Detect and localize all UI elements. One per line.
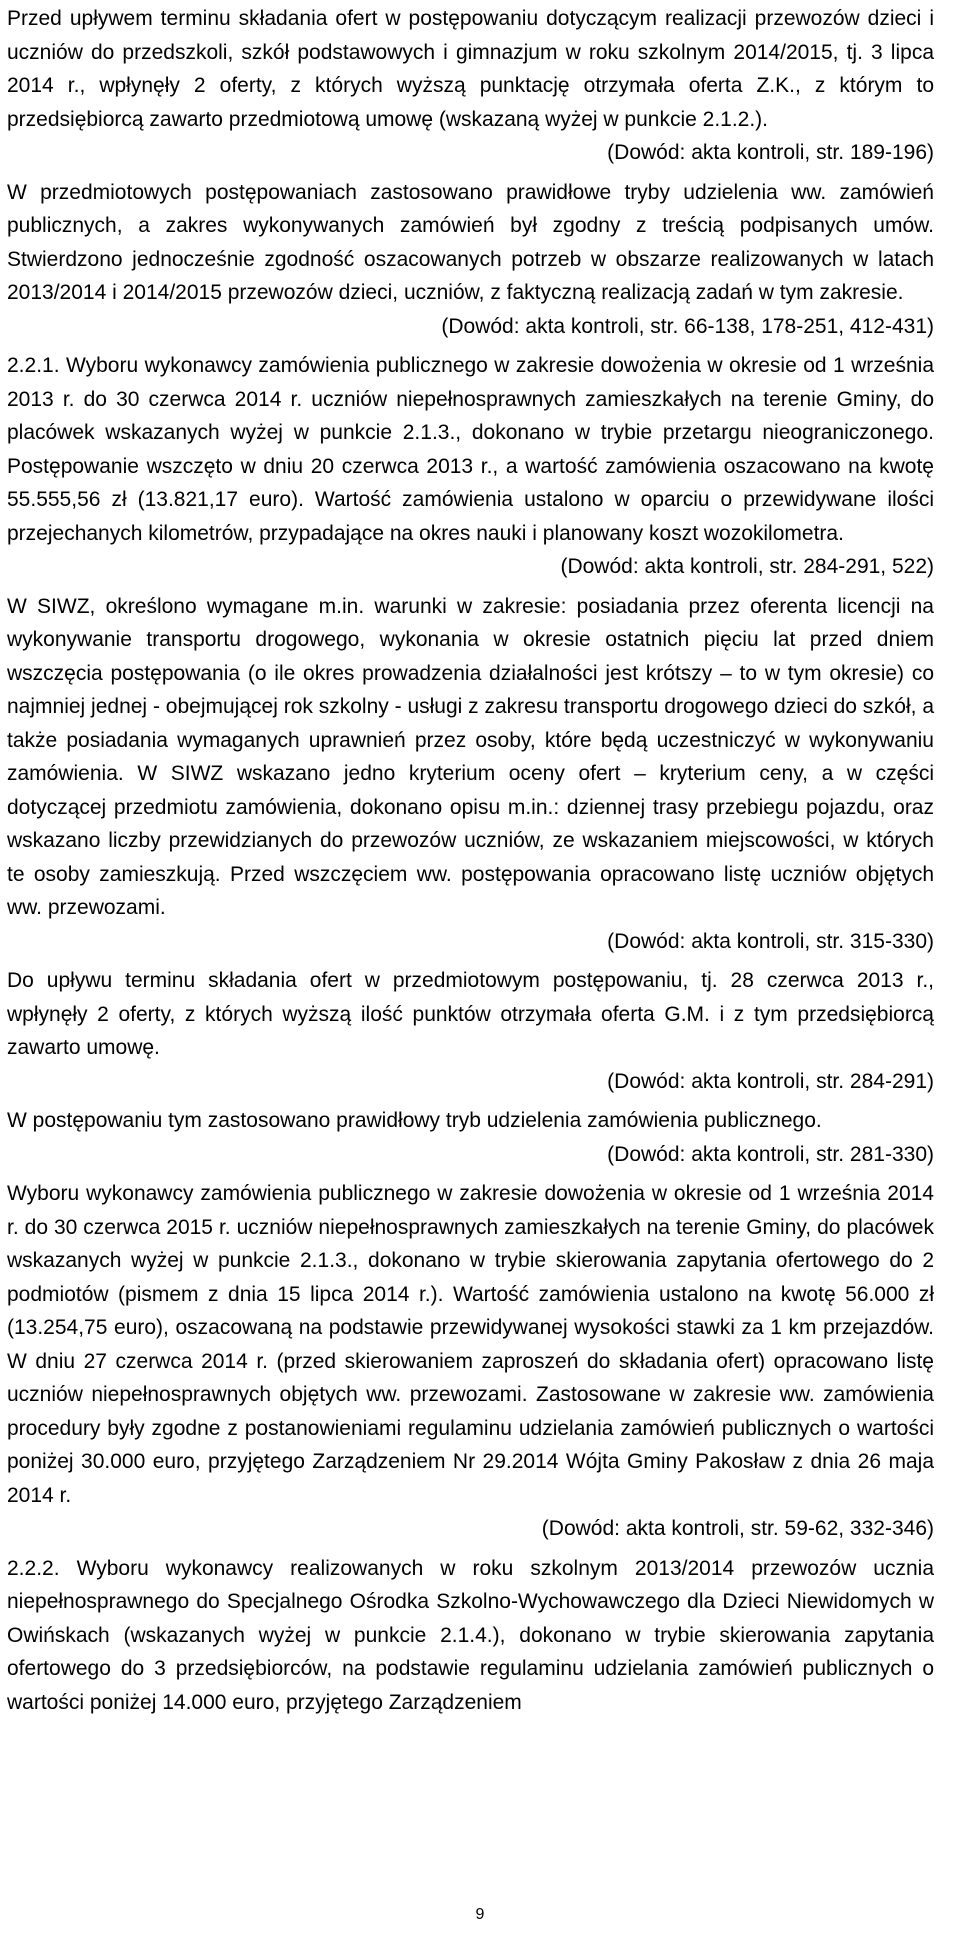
page-number: 9 bbox=[475, 1906, 485, 1923]
paragraph-procedures-correctness: W przedmiotowych postępowaniach zastosowano prawidłowe tryby udzielenia ww. zamówień publicznych, a zakres wykonywanych zamówień był zgodny z treścią podpisanych umów. Stwierdzono jednocześnie zgodność oszacowanych potrzeb w obszarze realizowanych w latach 2013/2014 i 2014/2015 przewozów dzieci, uczniów, z faktyczną realizacją zadań w tym zakresie. bbox=[7, 180, 934, 304]
paragraph-siwz-conditions: W SIWZ, określono wymagane m.in. warunki w zakresie: posiadania przez oferenta licencji na wykonywanie transportu drogowego, wykonania w okresie ostatnich pięciu lat przed dniem wszczęcia postępowania (o ile okres prowadzenia działalności jest krótszy – to w tym okresie) co najmniej jednej - obejmującej rok szkolny - usługi z zakresu transportu drogowego dzieci do szkół, a także posiadania wymaganych uprawnień przez osoby, które będą uczestniczyć w wykonywaniu zamówienia. W SIWZ wskazano jedno kryterium oceny ofert – kryterium ceny, a w części dotyczącej przedmiotu zamówienia, dokonano opisu m.in.: dziennej trasy przebiegu pojazdu, oraz wskazano liczby przewidzianych do przewozów uczniów, ze wskazaniem miejscowości, w których te osoby zamieszkują. Przed wszczęciem ww. postępowania opracowano listę uczniów objętych ww. przewozami. bbox=[7, 594, 934, 919]
evidence-reference: (Dowód: akta kontroli, str. 284-291, 522) bbox=[560, 555, 934, 578]
evidence-reference: (Dowód: akta kontroli, str. 66-138, 178-251, 412-431) bbox=[441, 314, 934, 338]
paragraph-offers-2013: Do upływu terminu składania ofert w przedmiotowym postępowaniu, tj. 28 czerwca 2013 r., wpłynęły 2 oferty, z których wyższą ilość punktów otrzymała oferta G.M. i z tym przedsiębiorcą zawarto umowę. bbox=[7, 969, 934, 1059]
evidence-reference: (Dowód: akta kontroli, str. 284-291) bbox=[607, 1069, 934, 1093]
evidence-reference: (Dowód: akta kontroli, str. 315-330) bbox=[607, 929, 934, 953]
evidence-reference: (Dowód: akta kontroli, str. 59-62, 332-346) bbox=[541, 1517, 934, 1540]
evidence-reference: (Dowód: akta kontroli, str. 189-196) bbox=[607, 141, 934, 164]
paragraph-section-2-2-1: 2.2.1. Wyboru wykonawcy zamówienia publicznego w zakresie dowożenia w okresie od 1 września 2013 r. do 30 czerwca 2014 r. uczniów niepełnosprawnych zamieszkałych na terenie Gminy, do placówek wskazanych wyżej w punkcie 2.1.3., dokonano w trybie przetargu nieograniczonego. Postępowanie wszczęto w dniu 20 czerwca 2013 r., a wartość zamówienia oszacowano na kwotę 55.555,56 zł (13.821,17 euro). Wartość zamówienia ustalono w oparciu o przewidywane ilości przejechanych kilometrów, przypadające na okres nauki i planowany koszt wozokilometra. bbox=[7, 354, 934, 545]
paragraph-procedure-mode: W postępowaniu tym zastosowano prawidłowy tryb udzielenia zamówienia publicznego. bbox=[7, 1109, 822, 1132]
evidence-reference: (Dowód: akta kontroli, str. 281-330) bbox=[607, 1142, 934, 1166]
paragraph-contractor-2014-2015: Wyboru wykonawcy zamówienia publicznego w zakresie dowożenia w okresie od 1 września 2014 r. do 30 czerwca 2015 r. uczniów niepełnosprawnych zamieszkałych na terenie Gminy, do placówek wskazanych wyżej w punkcie 2.1.3., dokonano w trybie skierowania zapytania ofertowego do 2 podmiotów (pismem z dnia 15 lipca 2014 r.). Wartość zamówienia ustalono na kwotę 56.000 zł (13.254,75 euro), oszacowaną na podstawie przewidywanej wysokości stawki za 1 km przejazdów. W dniu 27 czerwca 2014 r. (przed skierowaniem zaproszeń do składania ofert) opracowano listę uczniów niepełnosprawnych objętych ww. przewozami. Zastosowane w zakresie ww. zamówienia procedury były zgodne z postanowieniami regulaminu udzielania zamówień publicznych o wartości poniżej 30.000 euro, przyjętego Zarządzeniem Nr 29.2014 Wójta Gminy Pakosław z dnia 26 maja 2014 r. bbox=[7, 1182, 934, 1507]
paragraph-section-2-2-2: 2.2.2. Wyboru wykonawcy realizowanych w roku szkolnym 2013/2014 przewozów ucznia niepełnosprawnego do Specjalnego Ośrodka Szkolno-Wychowawczego dla Dzieci Niewidomych w Owińskach (wskazanych wyżej w punkcie 2.1.4.), dokonano w trybie skierowania zapytania ofertowego do 3 przedsiębiorców, na podstawie regulaminu udzielania zamówień publicznych o wartości poniżej 14.000 euro, przyjętego Zarządzeniem bbox=[7, 1556, 934, 1714]
paragraph-offers-2014-2015: Przed upływem terminu składania ofert w postępowaniu dotyczącym realizacji przewozów dzieci i uczniów do przedszkoli, szkół podstawowych i gimnazjum w roku szkolnym 2014/2015, tj. 3 lipca 2014 r., wpłynęły 2 oferty, z których wyższą punktację otrzymała oferta Z.K., z którym to przedsiębiorcą zawarto przedmiotową umowę (wskazaną wyżej w punkcie 2.1.2.). bbox=[7, 7, 934, 131]
